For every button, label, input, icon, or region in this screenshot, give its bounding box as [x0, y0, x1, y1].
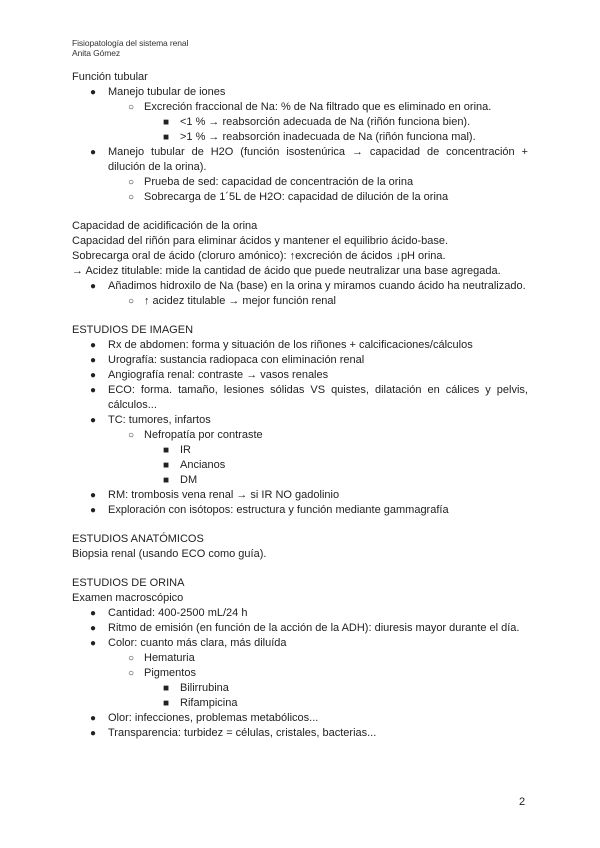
list-item-text: IR [180, 444, 191, 456]
list-item [72, 353, 528, 368]
list-item [72, 473, 528, 488]
list-item-text: Ritmo de emisión (en función de la acción de la ADH): diuresis mayor durante el día. [108, 622, 520, 634]
square-bullet-icon: ■ [163, 698, 170, 709]
running-header-author: Anita Gómez [72, 48, 121, 58]
square-bullet-icon: ■ [163, 460, 170, 471]
circle-bullet-icon: ○ [128, 668, 135, 679]
list-item [72, 338, 528, 353]
list-item-text: ↑ acidez titulable → mejor función renal [144, 295, 336, 307]
disc-bullet-icon: ● [90, 281, 97, 292]
disc-bullet-icon: ● [90, 340, 97, 351]
list-item [72, 443, 528, 458]
list-item-text: Hematuria [144, 652, 195, 664]
list-item [72, 279, 528, 294]
list-item-text: RM: trombosis vena renal → si IR NO gadolinio [108, 489, 340, 501]
paragraph: Biopsia renal (usando ECO como guía). [72, 548, 267, 560]
document-body [72, 70, 528, 741]
circle-bullet-icon: ○ [128, 177, 135, 188]
disc-bullet-icon: ● [90, 385, 97, 396]
list-item [72, 503, 528, 518]
disc-bullet-icon: ● [90, 490, 97, 501]
bullet-list [72, 279, 528, 309]
circle-bullet-icon: ○ [128, 102, 135, 113]
list-item-text: DM [180, 474, 198, 486]
list-item-text: Sobrecarga de 1´5L de H2O: capacidad de dilución de la orina [144, 191, 449, 203]
list-item-text: Olor: infecciones, problemas metabólicos... [108, 712, 319, 724]
list-item-text: Manejo tubular de iones [108, 86, 226, 98]
circle-bullet-icon: ○ [128, 430, 135, 441]
list-item [72, 294, 528, 309]
list-item [72, 383, 528, 413]
disc-bullet-icon: ● [90, 415, 97, 426]
list-item-text: Pigmentos [144, 667, 196, 679]
list-item [72, 190, 528, 205]
list-item [72, 175, 528, 190]
disc-bullet-icon: ● [90, 728, 97, 739]
list-item [72, 458, 528, 473]
square-bullet-icon: ■ [163, 445, 170, 456]
list-item [72, 681, 528, 696]
circle-bullet-icon: ○ [128, 192, 135, 203]
disc-bullet-icon: ● [90, 370, 97, 381]
paragraph: Capacidad del riñón para eliminar ácidos y mantener el equilibrio ácido-base. [72, 235, 449, 247]
list-item [72, 711, 528, 726]
list-item-text: Rx de abdomen: forma y situación de los riñones + calcificaciones/cálculos [108, 339, 473, 351]
list-item-text: Rifampicina [180, 697, 238, 709]
list-item-text: Transparencia: turbidez = células, cristales, bacterias... [108, 727, 377, 739]
paragraph: → Acidez titulable: mide la cantidad de ácido que puede neutralizar una base agregada. [72, 265, 501, 277]
square-bullet-icon: ■ [163, 132, 170, 143]
list-item-text: Excreción fraccional de Na: % de Na filtrado que es eliminado en orina. [144, 101, 492, 113]
disc-bullet-icon: ● [90, 87, 97, 98]
disc-bullet-icon: ● [90, 355, 97, 366]
paragraph: Sobrecarga oral de ácido (cloruro amónico): ↑excreción de ácidos ↓pH orina. [72, 250, 446, 262]
section-title-estudios-imagen: ESTUDIOS DE IMAGEN [72, 324, 194, 336]
square-bullet-icon: ■ [163, 475, 170, 486]
disc-bullet-icon: ● [90, 505, 97, 516]
list-item-text: Nefropatía por contraste [144, 429, 263, 441]
bullet-list [72, 338, 528, 518]
bullet-list [72, 606, 528, 741]
list-item [72, 666, 528, 681]
list-item [72, 85, 528, 100]
list-item-text: Añadimos hidroxilo de Na (base) en la orina y miramos cuando ácido ha neutralizado. [108, 280, 526, 292]
list-item-text: Ancianos [180, 459, 226, 471]
list-item-text: TC: tumores, infartos [108, 414, 211, 426]
disc-bullet-icon: ● [90, 623, 97, 634]
list-item-text: Prueba de sed: capacidad de concentración de la orina [144, 176, 414, 188]
circle-bullet-icon: ○ [128, 296, 135, 307]
list-item [72, 115, 528, 130]
list-item [72, 428, 528, 443]
list-item [72, 368, 528, 383]
square-bullet-icon: ■ [163, 683, 170, 694]
list-item [72, 726, 528, 741]
page-number: 2 [519, 796, 526, 808]
list-item [72, 621, 528, 636]
section-title-estudios-anatomicos: ESTUDIOS ANATÓMICOS [72, 533, 204, 545]
list-item [72, 100, 528, 115]
list-item [72, 636, 528, 651]
section-title-acidificacion: Capacidad de acidificación de la orina [72, 220, 258, 232]
list-item-text: Angiografía renal: contraste → vasos renales [108, 369, 329, 381]
list-item [72, 488, 528, 503]
list-item [72, 651, 528, 666]
disc-bullet-icon: ● [90, 713, 97, 724]
circle-bullet-icon: ○ [128, 653, 135, 664]
subsection-title: Examen macroscópico [72, 592, 184, 604]
disc-bullet-icon: ● [90, 608, 97, 619]
disc-bullet-icon: ● [90, 638, 97, 649]
section-title-estudios-orina: ESTUDIOS DE ORINA [72, 577, 185, 589]
list-item-text: <1 % → reabsorción adecuada de Na (riñón funciona bien). [180, 116, 471, 128]
list-item-text: Color: cuanto más clara, más diluída [108, 637, 287, 649]
list-item [72, 413, 528, 428]
list-item-text: >1 % → reabsorción inadecuada de Na (riñón funciona mal). [180, 131, 476, 143]
list-item-text: Bilirrubina [180, 682, 229, 694]
list-item-text: Urografía: sustancia radiopaca con eliminación renal [108, 354, 365, 366]
list-item [72, 130, 528, 145]
list-item-text: ECO: forma. tamaño, lesiones sólidas VS quistes, dilatación en cálices y pelvis, cálculos... [108, 384, 528, 411]
list-item-text: Manejo tubular de H2O (función isostenúrica → capacidad de concentración + dilución de la orina). [108, 146, 528, 173]
list-item [72, 606, 528, 621]
list-item-text: Cantidad: 400-2500 mL/24 h [108, 607, 248, 619]
bullet-list [72, 85, 528, 205]
list-item-text: Exploración con isótopos: estructura y función mediante gammagrafía [108, 504, 449, 516]
square-bullet-icon: ■ [163, 117, 170, 128]
section-title-funcion-tubular: Función tubular [72, 71, 148, 83]
list-item [72, 145, 528, 175]
list-item [72, 696, 528, 711]
disc-bullet-icon: ● [90, 147, 97, 158]
running-header-title: Fisiopatología del sistema renal [72, 38, 189, 48]
